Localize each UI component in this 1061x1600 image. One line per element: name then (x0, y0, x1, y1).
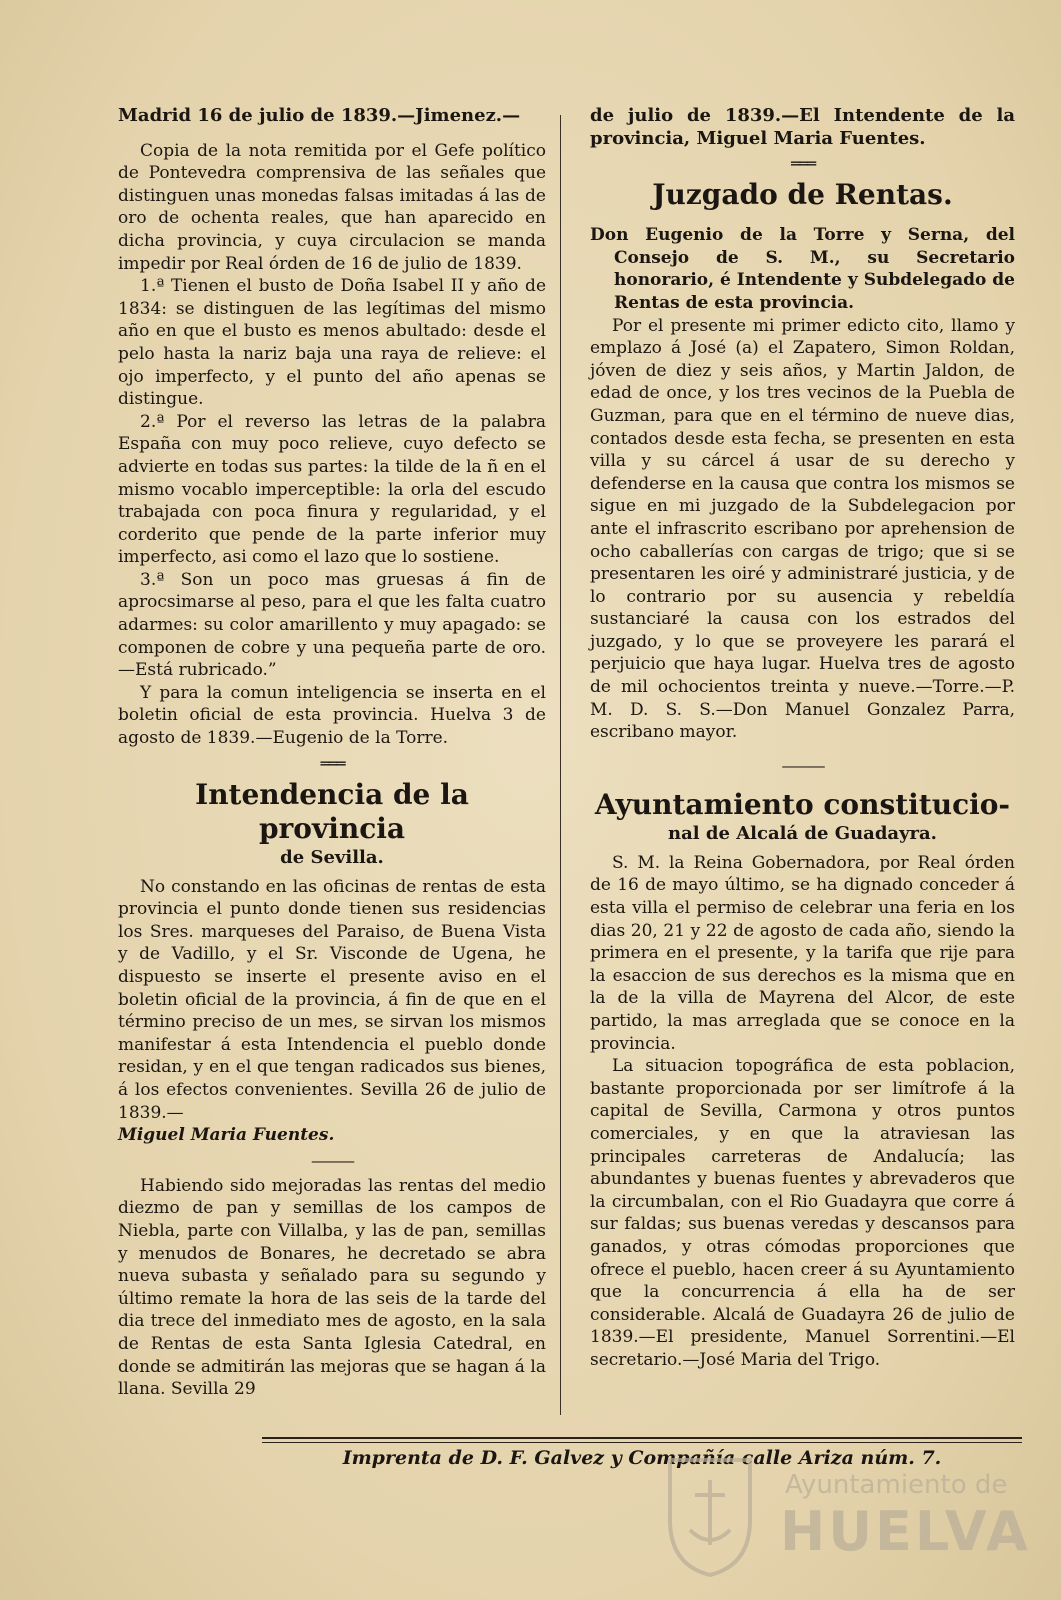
separator: ——— (781, 755, 824, 775)
section-subtitle-sevilla: de Sevilla. (280, 846, 384, 868)
right-column (590, 105, 1015, 1372)
point-3: 3.ª Son un poco mas gruesas á fin de aprocsimarse al peso, para el que les falta cuatro adarmes: su color amarillento y muy apagado: se componen de cobre y una pequeña parte de oro.—Está rubricado.” (118, 569, 546, 681)
section-title-juzgado: Juzgado de Rentas. (652, 178, 953, 212)
notice-subasta: Habiendo sido mejoradas las rentas del medio diezmo de pan y semillas de los campos de Niebla, parte con Villalba, y las de pan, semillas y menudos de Bonares, he decretado se abra nueva subasta y señalado para su segundo y último remate la hora de las seis de la tarde del dia trece del inmediato mes de agosto, en la sala de Rentas de esta Santa Iglesia Catedral, en donde se admitirán las mejoras que se hagan á la llana. Sevilla 29 (118, 1175, 546, 1400)
watermark-line-1: Ayuntamiento de (785, 1470, 1008, 1500)
edict-text: Por el presente mi primer edicto cito, llamo y emplazo á José (a) el Zapatero, Simon Roldan, jóven de diez y seis años, y Martin Jaldon, de edad de once, y los tres vecinos de la Puebla de Guzman, para que en el término de nueve dias, contados desde esta fecha, se presenten en esta villa y su cárcel á usar de su derecho y defenderse en la causa que contra los mismos se sigue en mi juzgado de la Subdelegacion por ante el infrascrito escribano por aprehension de ocho caballerías con cargas de trigo; que si se presentaren les oiré y administraré justicia, y de lo contrario por su ausencia y rebeldía sustanciaré la causa con los estrados del juzgado, y lo que se proveyere les parará el perjuicio que haya lugar. Huelva tres de agosto de mil ochocientos treinta y nueve.—Torre.—P. M. D. S. S.—Don Manuel Gonzalez Parra, escribano mayor. (590, 315, 1015, 743)
juzgado-heading: Don Eugenio de la Torre y Serna, del Consejo de S. M., su Secretario honorario, é Intendente y Subdelegado de Rentas de esta provincia. (590, 225, 1015, 313)
closing-paragraph: Y para la comun inteligencia se inserta en el boletin oficial de esta provincia. Huelva 3 de agosto de 1839.—Eugenio de la Torre. (118, 682, 546, 749)
watermark (660, 1440, 1040, 1590)
watermark-line-2: HUELVA (780, 1500, 1031, 1563)
notice-marqueses: No constando en las oficinas de rentas de esta provincia el punto donde tienen sus residencias los Sres. marqueses del Paraiso, de Buena Vista y de Vadillo, y el Sr. Visconde de Ugena, he dispuesto se inserte el presente aviso en el boletin oficial de la provincia, á fin de que en el término preciso de un mes, se sirvan los mismos manifestar á esta Intendencia el pueblo donde residan, y en el que tengan radicados sus bienes, á los efectos convenientes. Sevilla 26 de julio de 1839.— (118, 876, 546, 1123)
section-title-ayuntamiento: Ayuntamiento constitucio- (594, 787, 1011, 821)
point-1: 1.ª Tienen el busto de Doña Isabel II y año de 1834: se distinguen de las legítimas del mismo año en que el busto es menos abultado: desde el pelo hasta la nariz baja una raya de relieve: el ojo imperfecto, y el punto del año apenas se distingue. (118, 276, 546, 410)
divider: ═══ (320, 753, 344, 773)
section-title-intendencia: Intendencia de la provincia (195, 777, 469, 845)
dateline: Madrid 16 de julio de 1839.—Jimenez.— (118, 105, 521, 126)
coat-of-arms-icon (660, 1450, 760, 1580)
section-subtitle-alcala: nal de Alcalá de Guadayra. (668, 822, 937, 844)
ayuntamiento-paragraph-1: S. M. la Reina Gobernadora, por Real órden de 16 de mayo último, se ha dignado conceder á esta villa el permiso de celebrar una feria en los dias 20, 21 y 22 de agosto de cada año, siendo la primera en el presente, y la tarifa que rije para la esaccion de sus derechos es la misma que en la de la villa de Mayrena del Alcor, de este partido, la mas arreglada que se conoce en la provincia. (590, 852, 1015, 1054)
ayuntamiento-paragraph-2: La situacion topográfica de esta poblacion, bastante proporcionada por ser limítrofe á la capital de Sevilla, Carmona y otros puntos comerciales, y en que la atraviesan las principales carreteras de Andalucía; las abundantes y buenas fuentes y abrevaderos que la circumbalan, con el Rio Guadayra que corre á sur faldas; sus buenas veredas y descansos para ganados, y otras cómodas proporciones que ofrece el pueblo, hacen creer á su Ayuntamiento que la concurrencia á ella ha de ser considerable. Alcalá de Guadayra 26 de julio de 1839.—El presidente, Manuel Sorrentini.—El secretario.—José Maria del Trigo. (590, 1056, 1015, 1370)
copy-intro: Copia de la nota remitida por el Gefe político de Pontevedra comprensiva de las señales que distinguen unas monedas falsas imitadas á las de oro de ochenta reales, que han aparecido en dicha provincia, y cuya circulacion se manda impedir por Real órden de 16 de julio de 1839. (118, 140, 546, 274)
notice-signature: Miguel Maria Fuentes. (118, 1125, 335, 1146)
column-divider (560, 115, 561, 1415)
separator: ——— (311, 1150, 353, 1170)
continuation: de julio de 1839.—El Intendente de la provincia, Miguel Maria Fuentes. (590, 105, 1015, 149)
left-column (118, 105, 546, 1401)
point-2: 2.ª Por el reverso las letras de la palabra España con muy poco relieve, cuyo defecto se advierte en todas sus partes: la tilde de la ñ en el mismo vocablo imperceptible: la orla del escudo trabajada con poca finura y regularidad, y el corderito que pende de la parte inferior muy imperfecto, asi como el lazo que lo sostiene. (118, 411, 546, 568)
printer-footer: Imprenta de D. F. Galvez y Compañía calle Ariza núm. 7. (342, 1447, 942, 1469)
divider: ═══ (791, 154, 814, 174)
